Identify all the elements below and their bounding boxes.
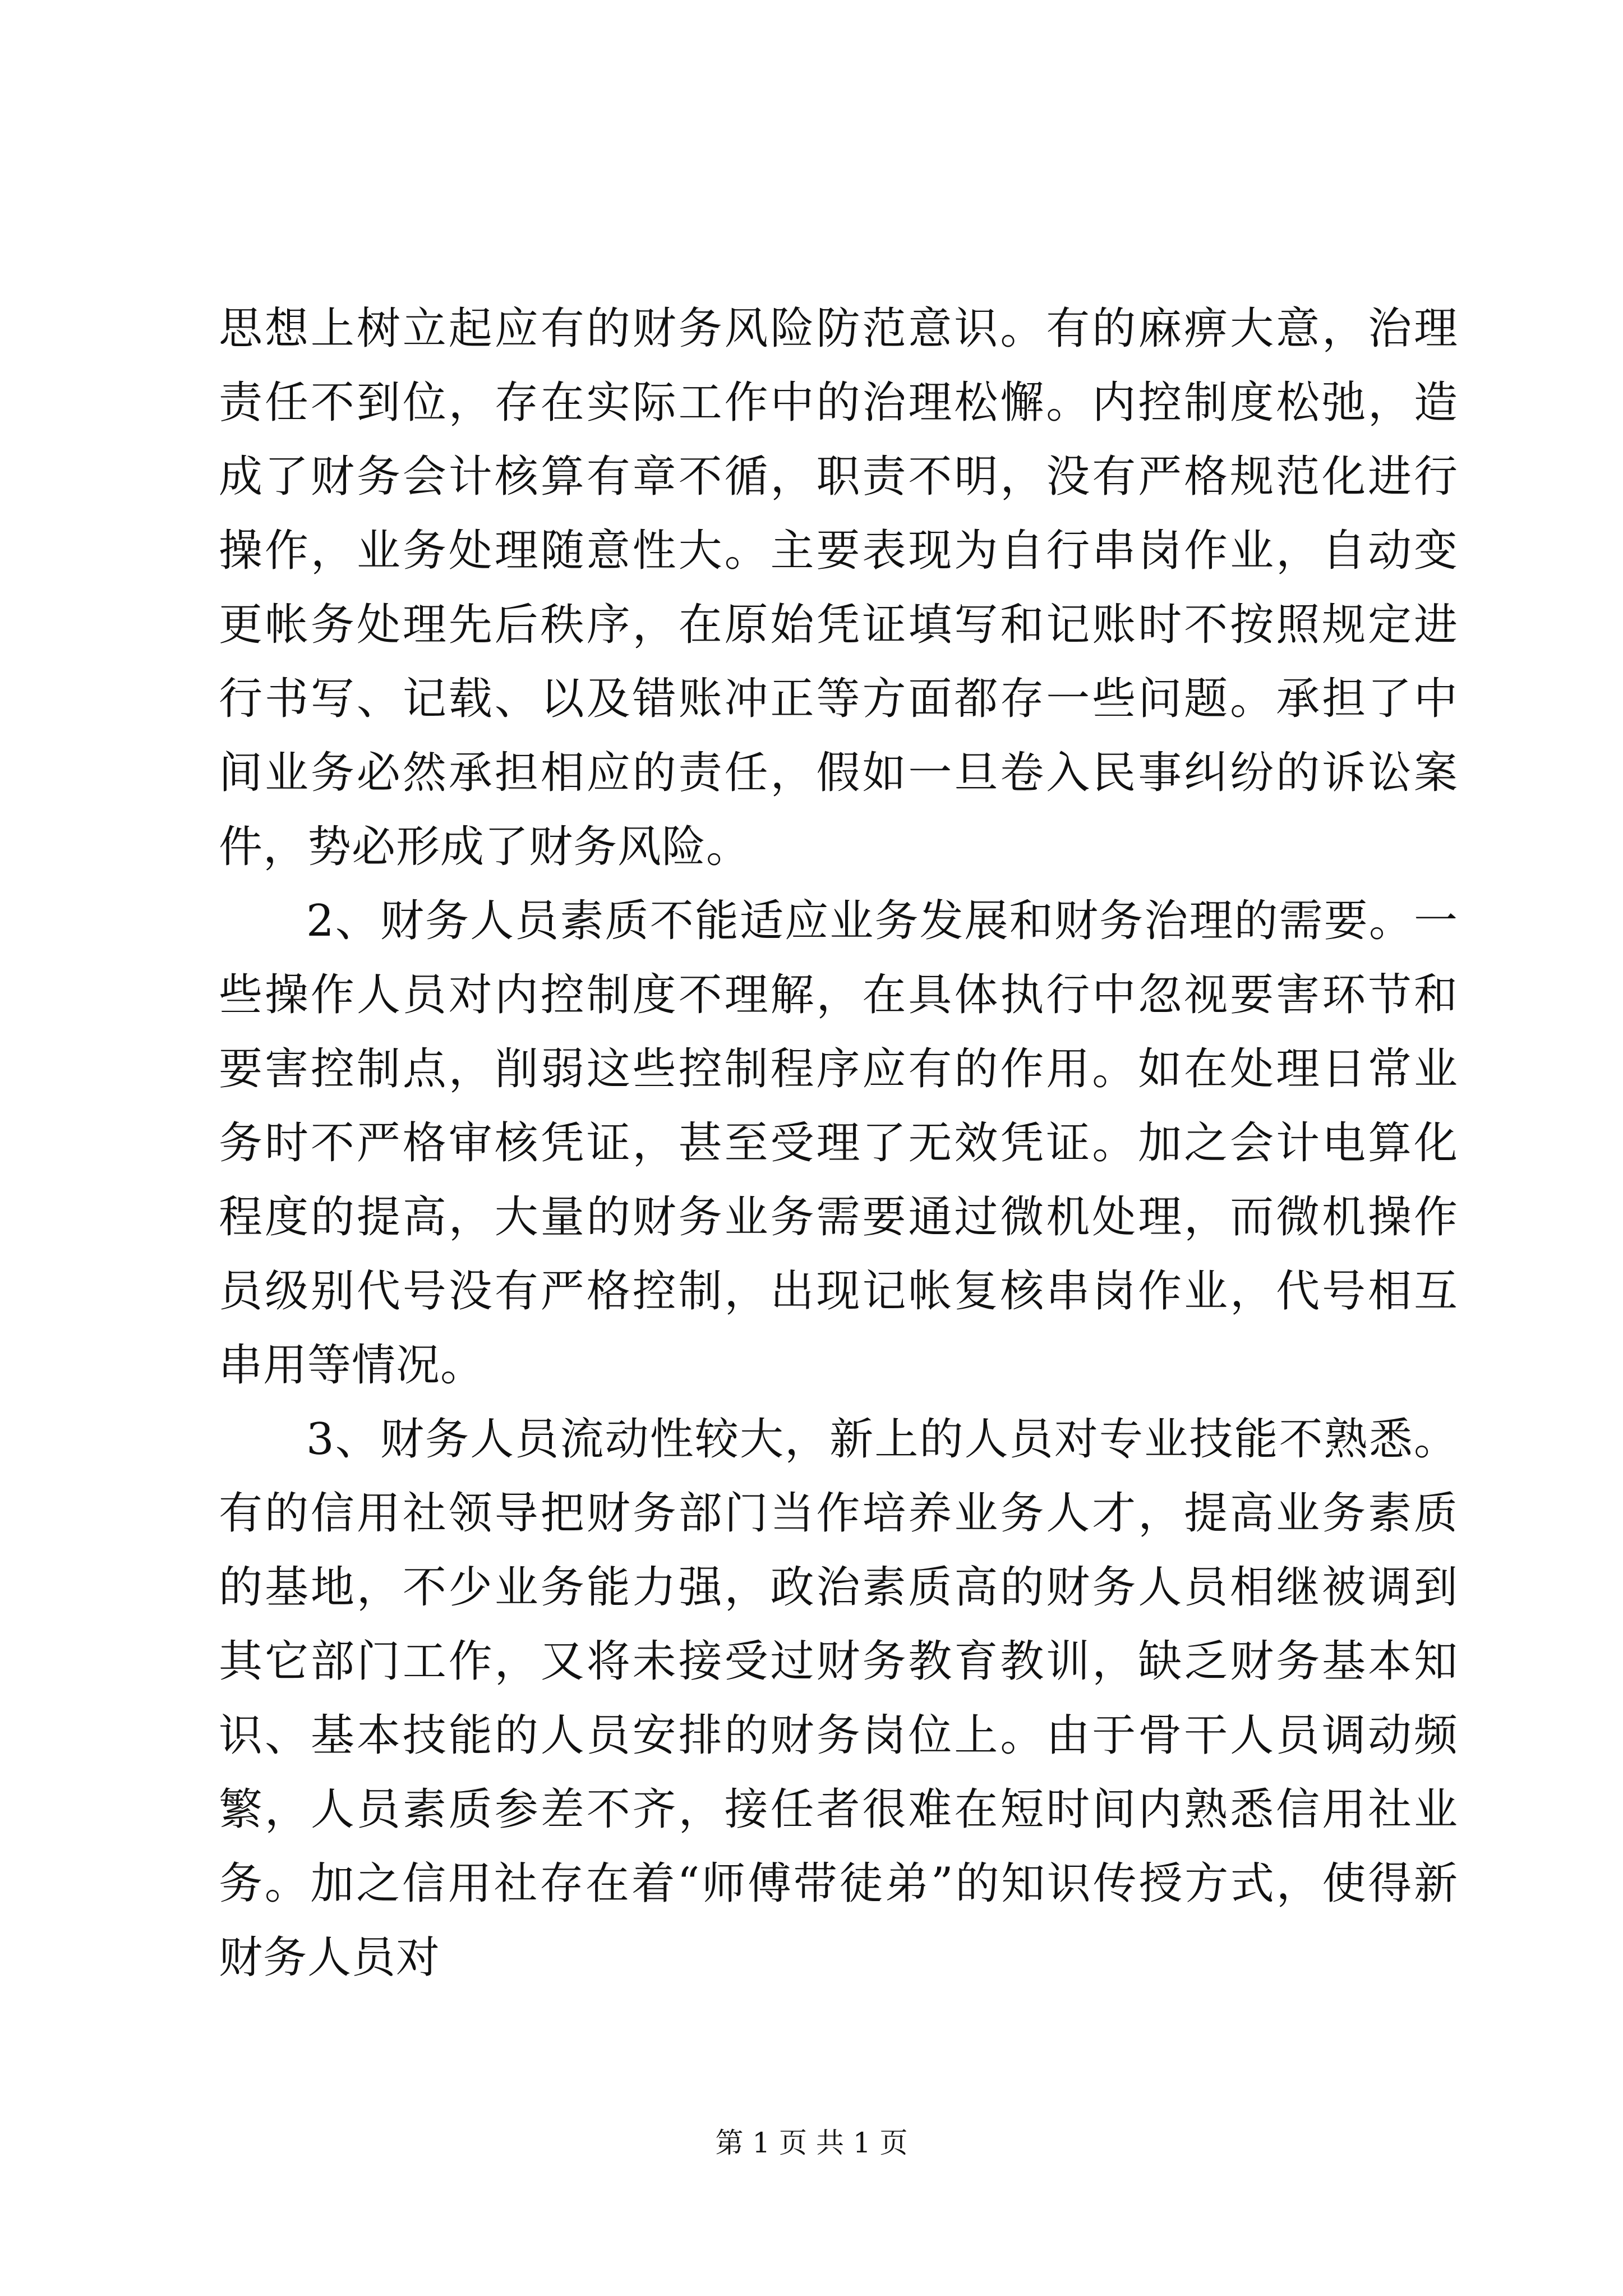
document-body <box>219 292 1458 1995</box>
paragraph-3: 3、财务人员流动性较大，新上的人员对专业技能不熟悉。有的信用社领导把财务部门当作培养业务人才，提高业务素质的基地，不少业务能力强，政治素质高的财务人员相继被调到其它部门工作，又将未接受过财务教育教训，缺乏财务基本知识、基本技能的人员安排的财务岗位上。由于骨干人员调动频繁，人员素质参差不齐，接任者很难在短时间内熟悉信用社业务。加之信用社存在着“师傅带徒弟”的知识传授方式，使得新财务人员对 <box>219 1414 1458 1983</box>
paragraph-2: 2、财务人员素质不能适应业务发展和财务治理的需要。一些操作人员对内控制度不理解，在具体执行中忽视要害环节和要害控制点，削弱这些控制程序应有的作用。如在处理日常业务时不严格审核凭证，甚至受理了无效凭证。加之会计电算化程度的提高，大量的财务业务需要通过微机处理，而微机操作员级别代号没有严格控制，出现记帐复核串岗作业，代号相互串用等情况。 <box>219 896 1458 1391</box>
page-number-label: 第 1 页 共 1 页 <box>715 2127 908 2159</box>
paragraph-1: 思想上树立起应有的财务风险防范意识。有的麻痹大意，治理责任不到位，存在实际工作中的治理松懈。内控制度松弛，造成了财务会计核算有章不循，职责不明，没有严格规范化进行操作，业务处理随意性大。主要表现为自行串岗作业，自动变更帐务处理先后秩序，在原始凭证填写和记账时不按照规定进行书写、记载、以及错账冲正等方面都存一些问题。承担了中间业务必然承担相应的责任，假如一旦卷入民事纠纷的诉讼案件，势必形成了财务风险。 <box>219 303 1458 872</box>
page-footer <box>0 2126 1623 2160</box>
